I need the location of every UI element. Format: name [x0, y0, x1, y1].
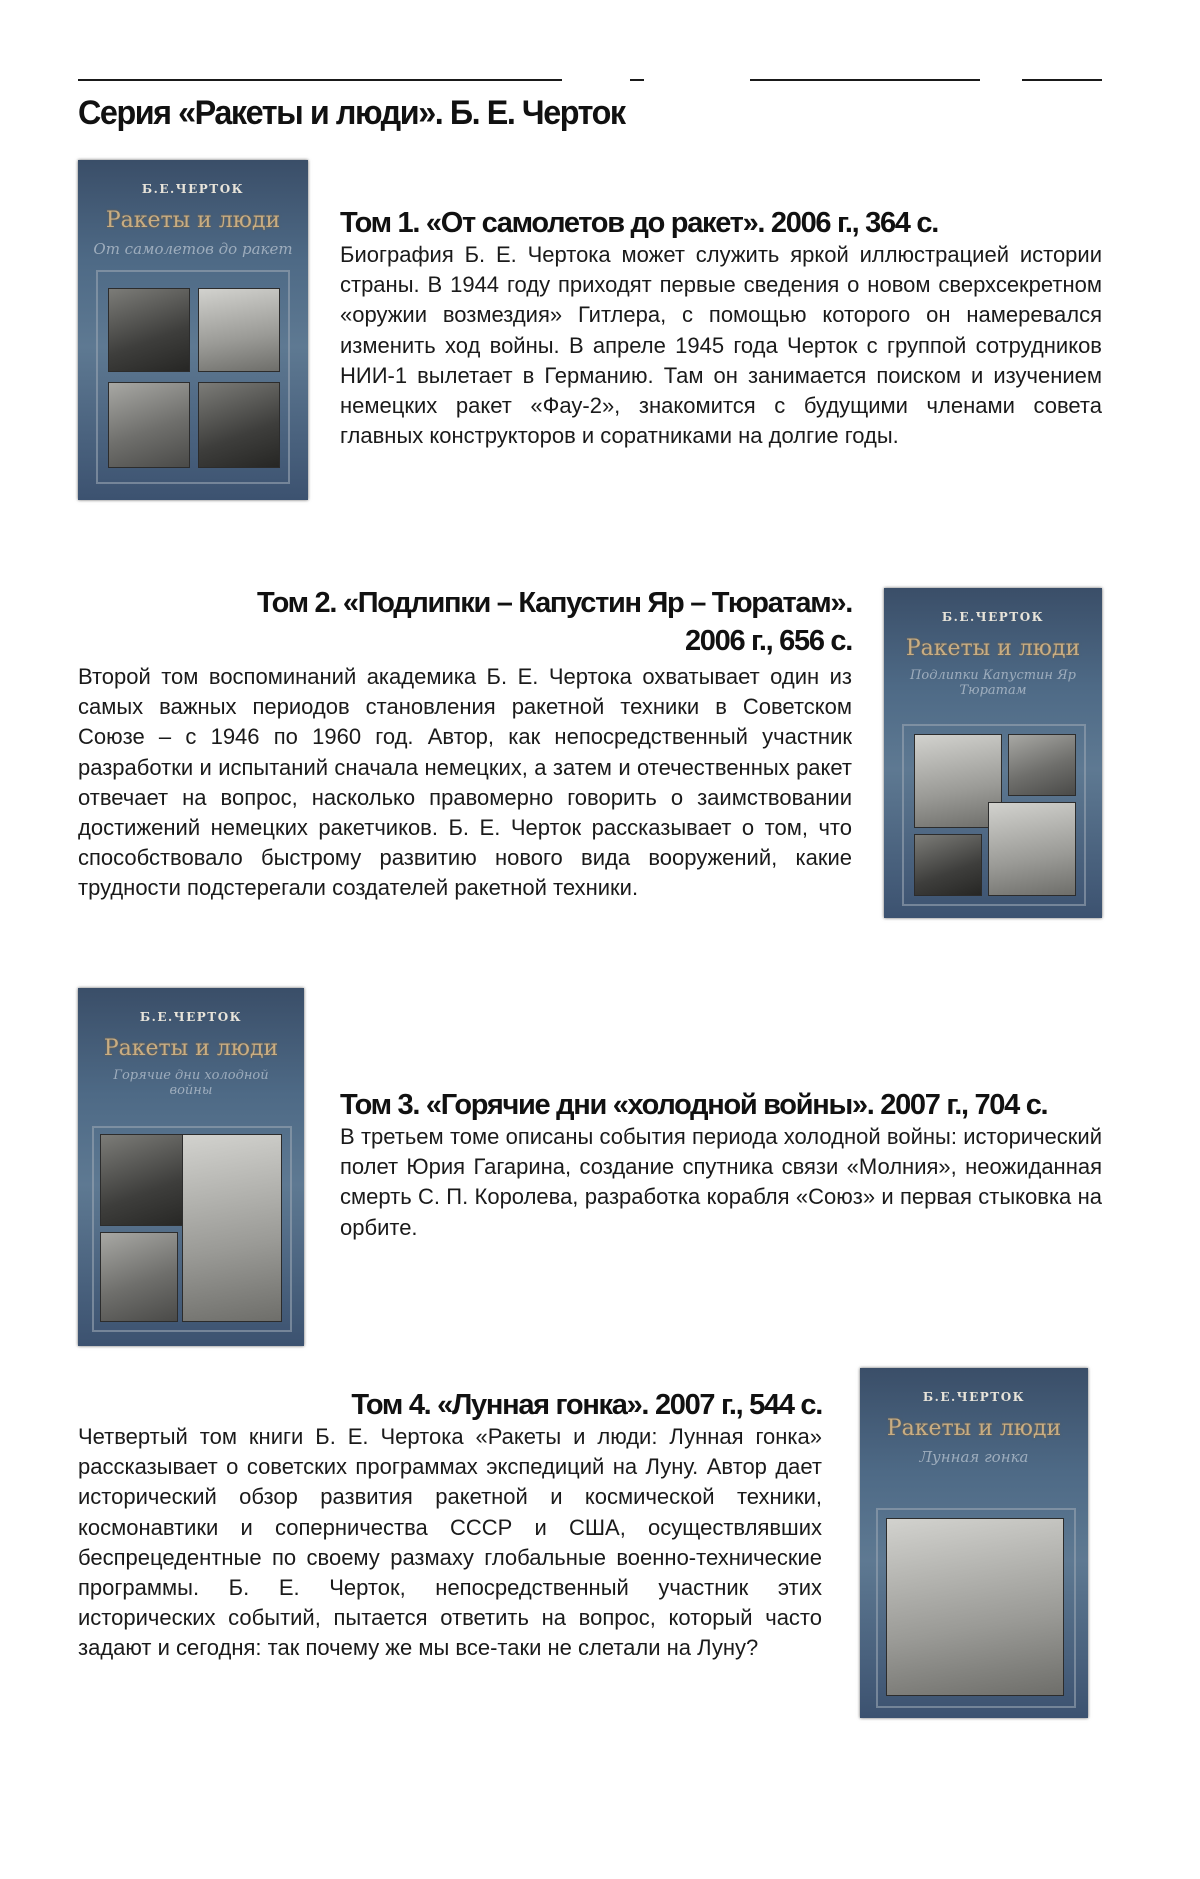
volume-3-description: В третьем томе описаны события периода холодной войны: исторический полет Юрия Гагарина, создание спутника связи «Молния», неожиданная смерть С. П. Королева, разработка корабля «Союз» и первая стыковка на орбите. [340, 1124, 1102, 1240]
volume-1-title: Том 1. «От самолетов до ракет». 2006 г., 364 с. [340, 207, 938, 239]
cover-author: Б.Е.ЧЕРТОК [139, 1010, 243, 1024]
cover-photo-portrait [108, 382, 190, 468]
book-cover-volume-2 [884, 588, 1102, 918]
cover-subtitle: Подлипки Капустин Яр Тюратам [910, 668, 1076, 698]
volume-2-description: Второй том воспоминаний академика Б. Е. Чертока охватывает один из самых важных периодов становления ракетной техники в Советском Союзе – с 1946 по 1960 год. Автор, как непосредственный участник разработки и испытаний сначала немецких, а затем и отечественных ракет отвечает на вопрос, насколько правомерно говорить о заимствовании достижений немецких ракетчиков. Б. Е. Черток рассказывает о том, что способствовало быстрому развитию нового вида вооружений, какие трудности подстерегали создателей ракетной техники. [78, 664, 852, 901]
volume-1-description: Биография Б. Е. Чертока может служить яркой иллюстрацией истории страны. В 1944 году приходят первые сведения о новом сверхсекретном «оружии возмездия» Гитлера, с помощью которого он намеревался изменить ход войны. В апреле 1945 года Черток с группой сотрудников НИИ-1 вылетает в Германию. Там он занимается поиском и изучением немецких ракет «Фау-2», знакомится с будущими членами совета главных конструкторов и соратниками на долгие годы. [340, 242, 1102, 449]
cover-photo-rocket [198, 382, 280, 468]
volume-2-title-line2: 2006 г., 656 с. [684, 625, 852, 657]
cover-photo-portrait [100, 1232, 178, 1322]
cover-series-title: Ракеты и люди [105, 208, 281, 233]
cover-subtitle: Лунная гонка [919, 1448, 1029, 1466]
book-cover-volume-3 [78, 988, 304, 1346]
cover-author: Б.Е.ЧЕРТОК [141, 182, 245, 196]
cover-photo-portrait [108, 288, 190, 372]
cover-subtitle: Горячие дни холодной войны [113, 1068, 269, 1098]
cover-series-title: Ракеты и люди [103, 1036, 279, 1061]
cover-photo-rocket-launchpad [886, 1518, 1064, 1696]
cover-photo-aircraft [198, 288, 280, 372]
series-title: Серия «Ракеты и люди». Б. Е. Черток [78, 94, 625, 132]
volume-3-title: Том 3. «Горячие дни «холодной войны». 2007 г., 704 с. [340, 1089, 1048, 1121]
header-rule [1022, 79, 1102, 81]
cover-photo-launch [988, 802, 1076, 896]
volume-2-title-line1: Том 2. «Подлипки – Капустин Яр – Тюратам». [257, 587, 852, 619]
cover-series-title: Ракеты и люди [886, 1416, 1062, 1441]
cover-photo-portraits [100, 1134, 192, 1226]
cover-series-title: Ракеты и люди [905, 636, 1081, 661]
header-rule [630, 79, 644, 81]
volume-4-title: Том 4. «Лунная гонка». 2007 г., 544 с. [351, 1389, 822, 1421]
cover-author: Б.Е.ЧЕРТОК [941, 610, 1045, 624]
book-cover-volume-4 [860, 1368, 1088, 1718]
book-cover-volume-1 [78, 160, 308, 500]
volume-2-title [78, 584, 852, 660]
cover-photo-rocket-gantry [182, 1134, 282, 1322]
cover-subtitle: От самолетов до ракет [93, 240, 293, 258]
header-rule [78, 79, 562, 81]
header-rule [750, 79, 980, 81]
cover-photo-people [914, 834, 982, 896]
cover-photo-rocket [1008, 734, 1076, 796]
cover-author: Б.Е.ЧЕРТОК [922, 1390, 1026, 1404]
volume-4-description: Четвертый том книги Б. Е. Чертока «Ракеты и люди: Лунная гонка» рассказывает о советских программах экспедиций на Луну. Автор дает исторический обзор развития ракетной и космической техники, космонавтики и соперничества СССР и США, осуществлявших беспрецедентные по своему размаху глобальные военно-технические программы. Б. Е. Черток, непосредственный участник этих исторических событий, пытается ответить на вопрос, который часто задают и сегодня: так почему же мы все-таки не слетали на Луну? [78, 1424, 822, 1661]
